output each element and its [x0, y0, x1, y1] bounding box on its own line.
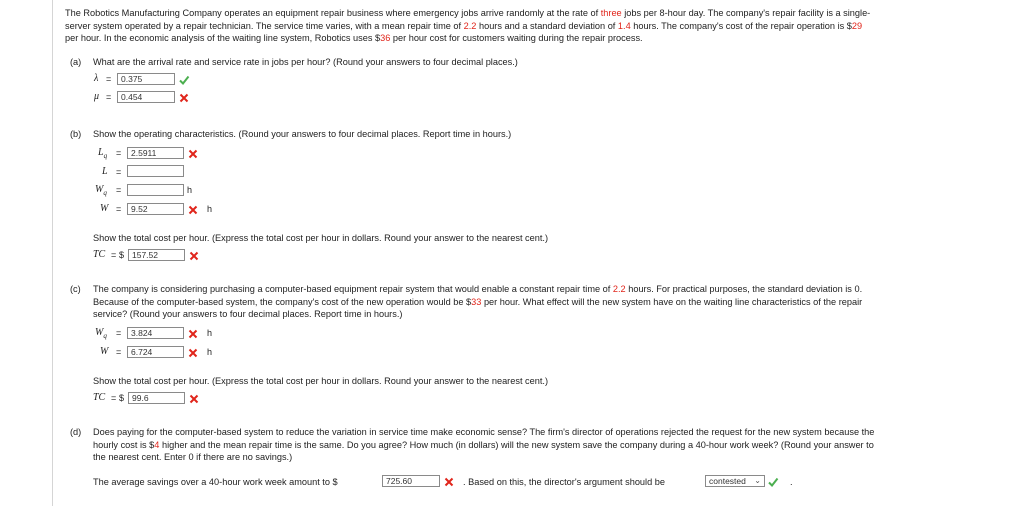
check-icon [178, 74, 190, 86]
question-text: hours. For practical purposes, the standard deviation is 0. [625, 284, 863, 294]
cross-icon [187, 148, 199, 160]
intro-text: jobs per 8-hour day. The company's repair facility is a single- [621, 8, 871, 18]
cross-icon [443, 476, 455, 488]
intro-text: server system operated by a repair technician. The service time varies, with a mean repair time of [65, 20, 464, 31]
cross-icon [187, 204, 199, 216]
chevron-down-icon: ⌄ [754, 476, 761, 485]
tc-input[interactable] [128, 249, 185, 261]
lq-input[interactable] [127, 147, 184, 159]
cross-icon [188, 250, 200, 262]
l-label: L [102, 166, 108, 177]
argument-select[interactable] [705, 475, 765, 487]
cross-icon [187, 328, 199, 340]
cross-icon [188, 393, 200, 405]
argument-select-value: contested [709, 476, 746, 486]
lq-label: $L_q$ [98, 147, 108, 160]
tc-label: TC [93, 392, 106, 403]
intro-text: The Robotics Manufacturing Company operates an equipment repair business where emergency jobs arrive randomly at the rate of [65, 8, 601, 18]
equals-sign: = [106, 74, 112, 84]
dollar-sign: $ [119, 250, 125, 260]
equals-sign: = [106, 92, 112, 102]
mean-repair-value: 2.2 [463, 20, 477, 31]
hours-unit: h [207, 328, 213, 338]
question-text: Does paying for the computer-based system to reduce the variation in service time make economic sense? The firm's director of operations rejected the request for the new system because the [93, 427, 875, 437]
equals-sign: = [111, 393, 117, 403]
equals-sign: = [116, 185, 122, 195]
tc-label: TC [93, 249, 106, 260]
w-input[interactable] [127, 203, 184, 215]
wq-label: $W_q$ [95, 327, 107, 340]
part-c-cost-question: Show the total cost per hour. (Express the total cost per hour in dollars. Round your answer to the nearest cent.) [93, 376, 549, 386]
mu-input[interactable] [117, 91, 175, 103]
hours-unit: h [207, 347, 213, 357]
constant-repair-time-value: 2.2 [612, 284, 626, 294]
question-text: higher and the mean repair time is the same. Do you agree? How much (in dollars) will the new system save the company during a 40-hour work week? (Round your answer to [159, 439, 874, 450]
part-a-label: (a) [70, 57, 82, 67]
intro-text: hours and a standard deviation of [476, 20, 618, 31]
mu-symbol: μ [94, 91, 100, 102]
part-c-question [93, 283, 1013, 321]
new-tc-input[interactable] [128, 392, 185, 404]
waiting-cost-value: 36 [380, 33, 391, 43]
question-text: Because of the computer-based system, the company's cost of the new operation would be $ [93, 296, 472, 307]
part-b-question: Show the operating characteristics. (Round your answers to four decimal places. Report time in hours.) [93, 129, 512, 139]
wq-input[interactable] [127, 184, 184, 196]
equals-sign: = [116, 347, 122, 357]
part-b-label: (b) [70, 129, 82, 139]
question-text: service? (Round your answers to four decimal places. Report time in hours.) [93, 309, 403, 319]
equals-sign: = [116, 148, 122, 158]
intro-text: per hour. In the economic analysis of the waiting line system, Robotics uses $ [65, 33, 381, 43]
question-text: hourly cost is $ [93, 439, 155, 450]
hours-unit: h [207, 204, 213, 214]
intro-text: hours. The company's cost of the repair operation is $ [630, 20, 852, 31]
intro-text: per hour cost for customers waiting during the repair process. [390, 33, 643, 43]
part-a-question: What are the arrival rate and service rate in jobs per hour? (Round your answers to four decimal places.) [93, 57, 518, 67]
question-text: The company is considering purchasing a computer-based equipment repair system that would enable a constant repair time of [93, 284, 613, 294]
part-b-cost-question: Show the total cost per hour. (Express the total cost per hour in dollars. Round your answer to the nearest cent.) [93, 233, 549, 243]
check-icon [767, 476, 779, 488]
equals-sign: = [111, 250, 117, 260]
savings-text: The average savings over a 40-hour work week amount to $ [93, 477, 338, 487]
arrival-rate-value: three [600, 8, 622, 18]
question-text: the nearest cent. Enter 0 if there are no savings.) [93, 452, 293, 462]
equals-sign: = [116, 328, 122, 338]
lambda-input[interactable] [117, 73, 175, 85]
savings-input[interactable] [382, 475, 440, 487]
cross-icon [187, 347, 199, 359]
l-input[interactable] [127, 165, 184, 177]
wq-label: $W_q$ [95, 184, 107, 197]
part-d-label: (d) [70, 427, 82, 437]
new-w-input[interactable] [127, 346, 184, 358]
new-cost-value: 33 [471, 296, 482, 307]
std-dev-value: 1.4 [617, 20, 631, 31]
w-label: W [100, 203, 109, 214]
argument-text: . Based on this, the director's argument should be [463, 477, 665, 487]
w-label: W [100, 346, 109, 357]
lambda-symbol: λ [94, 73, 99, 84]
part-d-question [93, 426, 1018, 464]
new-wq-input[interactable] [127, 327, 184, 339]
repair-cost-value: 29 [851, 20, 863, 31]
equals-sign: = [116, 204, 122, 214]
equals-sign: = [116, 167, 122, 177]
question-text: per hour. What effect will the new system have on the waiting line characteristics of the repair [481, 296, 863, 307]
hours-unit: h [187, 185, 193, 195]
higher-cost-value: 4 [154, 439, 160, 450]
cross-icon [178, 92, 190, 104]
sentence-end: . [790, 477, 793, 487]
part-c-label: (c) [70, 284, 81, 294]
dollar-sign: $ [119, 393, 125, 403]
intro-paragraph [65, 7, 1015, 45]
